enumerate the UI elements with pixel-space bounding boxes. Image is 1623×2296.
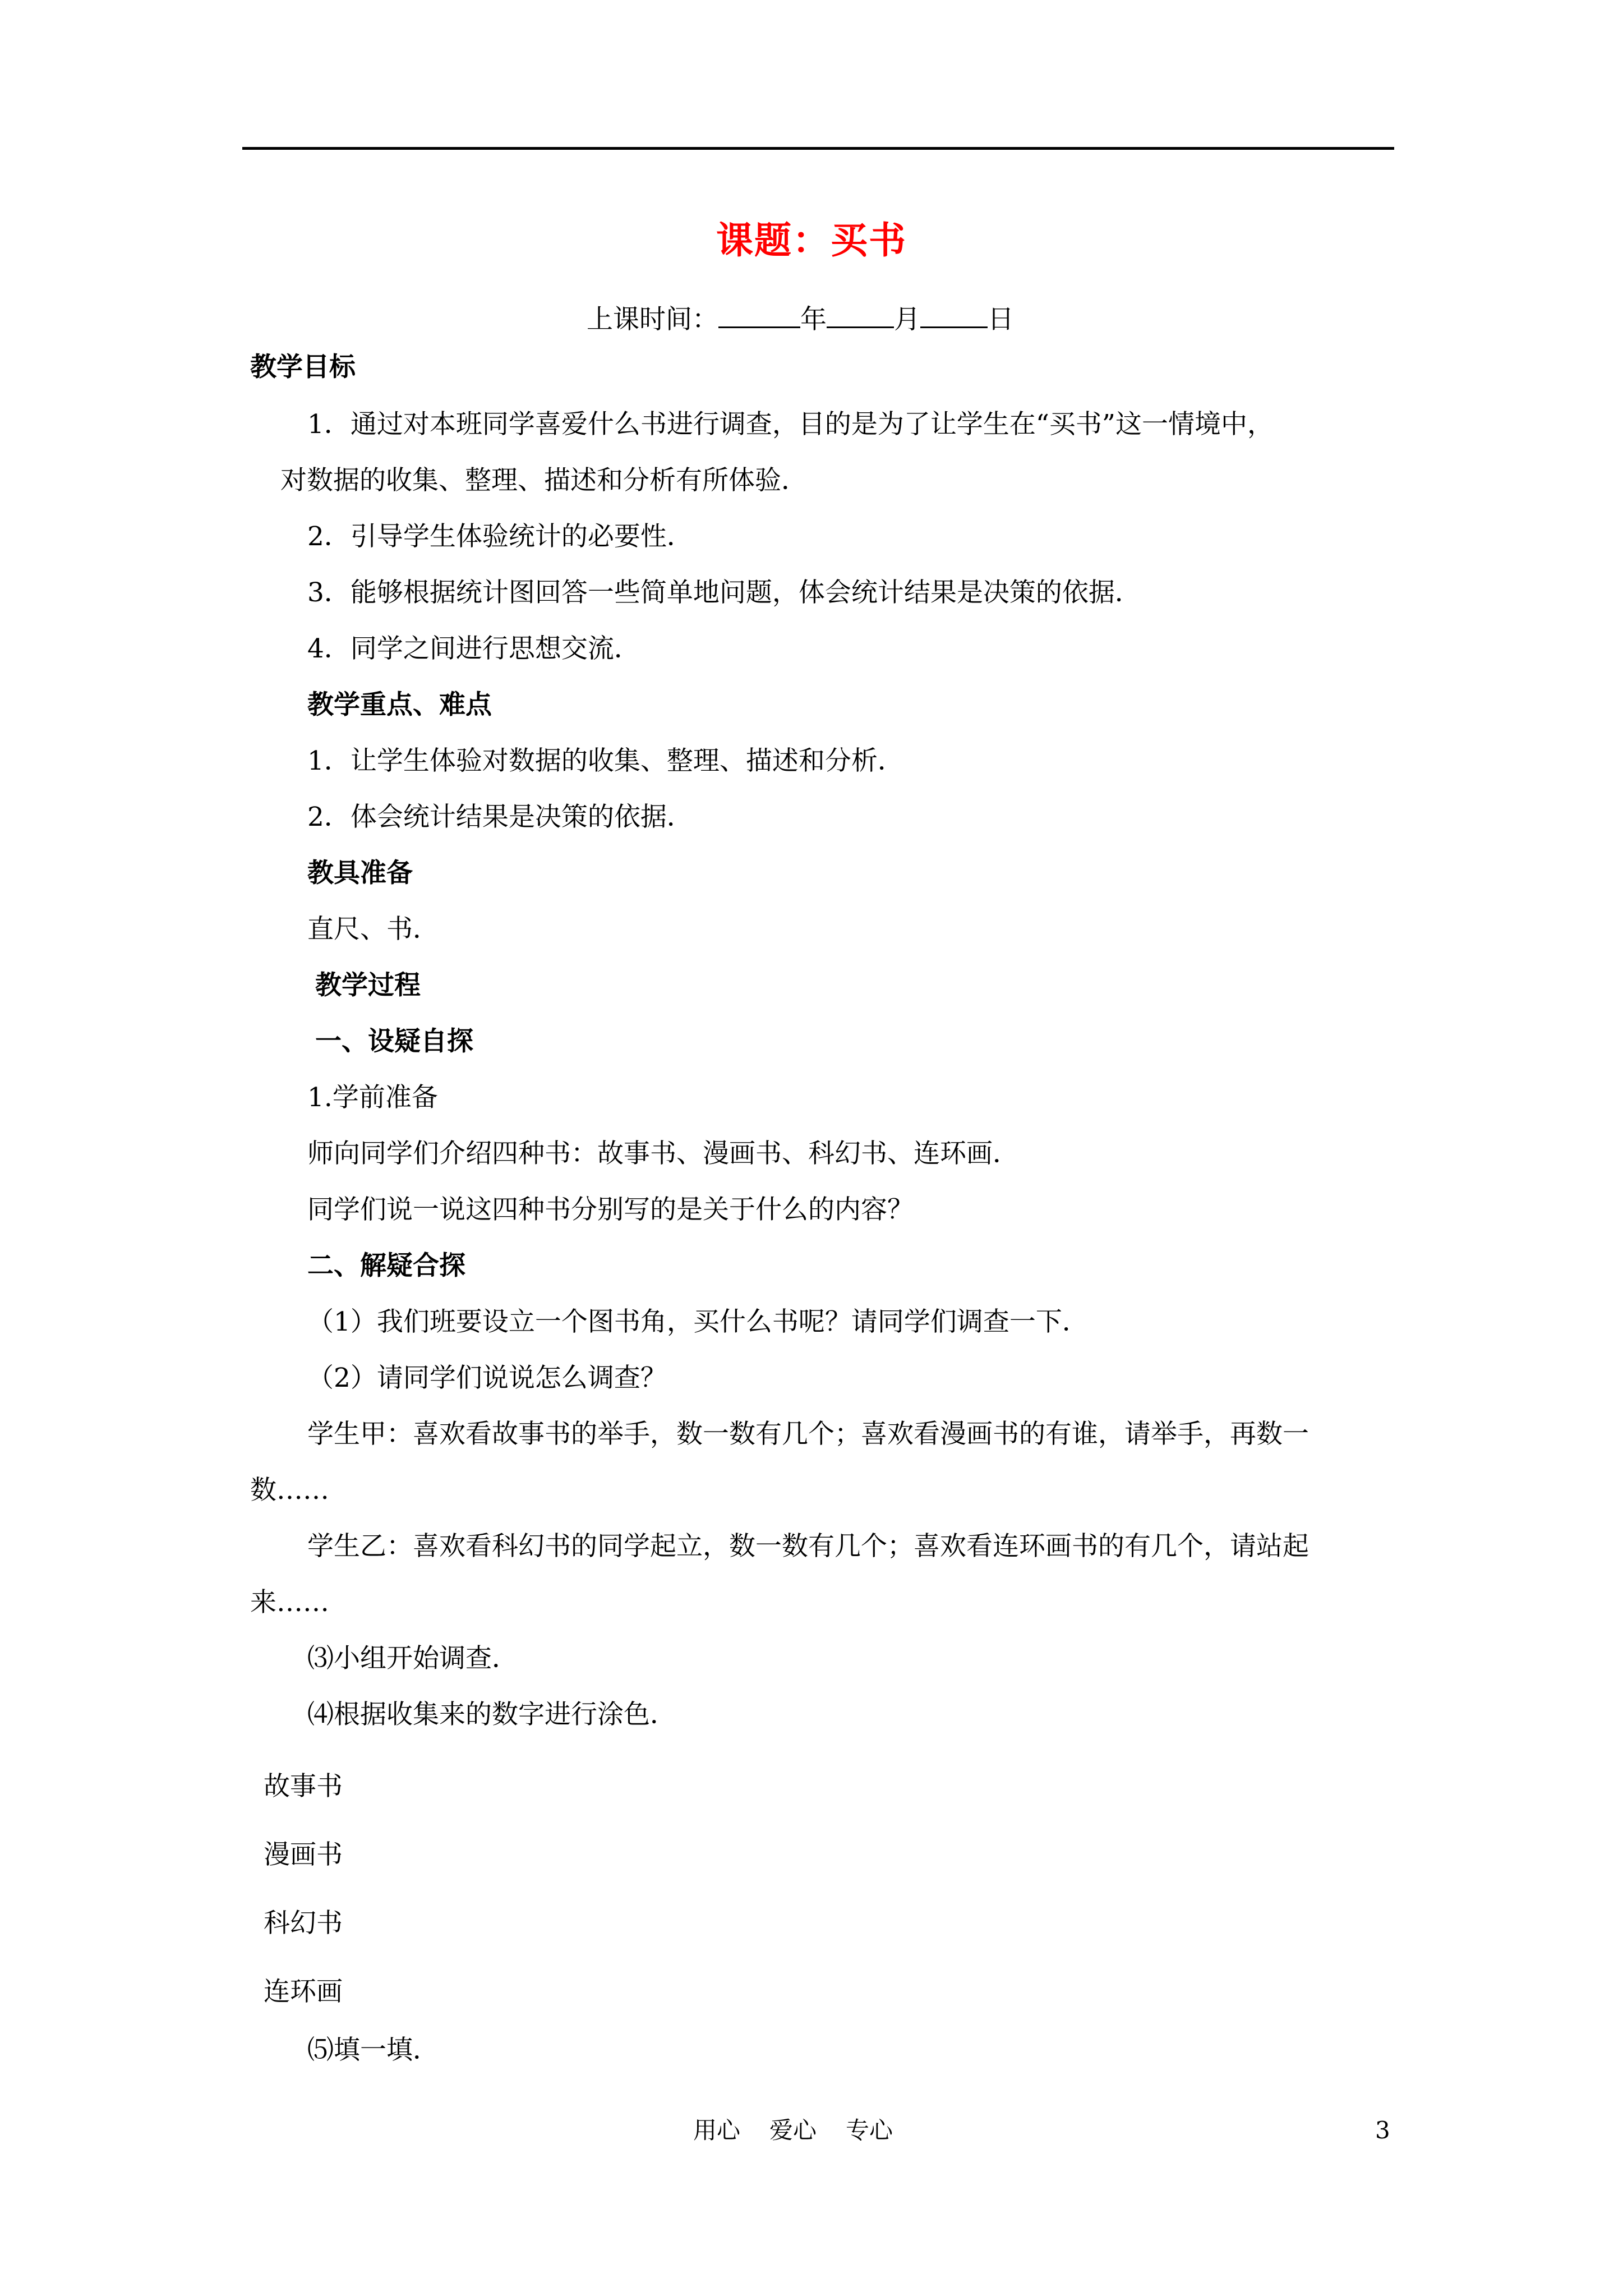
part2-line-6: 来…… [250, 1587, 329, 1618]
class-time [587, 297, 1014, 339]
key-point-1: 1．让学生体验对数据的收集、整理、描述和分析． [307, 746, 904, 776]
part2-line-8: ⑷根据收集来的数字进行涂色． [307, 1699, 676, 1730]
title-main: 买书 [831, 218, 907, 262]
objectives-heading: 教学目标 [250, 352, 356, 383]
part2-line-1: （1）我们班要设立一个图书角，买什么书呢？请同学们调查一下． [307, 1306, 1089, 1337]
month-blank [827, 297, 894, 328]
objective-3: 3．能够根据统计图回答一些简单地问题，体会统计结果是决策的依据． [307, 577, 1141, 608]
part2-heading: 二、解疑合探 [307, 1250, 465, 1281]
footer-motto [693, 2114, 922, 2147]
objective-1: 1．通过对本班同学喜爱什么书进行调查，目的是为了让学生在“买书”这一情境中， [307, 409, 1274, 440]
year-label: 年 [800, 304, 827, 335]
book-type-scifi: 科幻书 [264, 1908, 343, 1939]
page-title [0, 212, 1623, 268]
objective-4: 4．同学之间进行思想交流． [307, 633, 640, 664]
part2-line-7: ⑶小组开始调查． [307, 1643, 518, 1674]
key-points-heading: 教学重点、难点 [307, 689, 492, 720]
title-prefix: 课题： [716, 218, 831, 262]
part1-line-3: 同学们说一说这四种书分别写的是关于什么的内容？ [307, 1194, 914, 1225]
process-heading: 教学过程 [315, 970, 421, 1001]
tools-heading: 教具准备 [307, 858, 413, 889]
day-label: 日 [988, 304, 1014, 335]
class-time-label: 上课时间： [587, 304, 718, 335]
month-label: 月 [894, 304, 920, 335]
objective-2: 2．引导学生体验统计的必要性． [307, 521, 693, 552]
part1-line-1: 1.学前准备 [307, 1082, 438, 1113]
day-blank [920, 297, 988, 328]
objective-1-cont: 对数据的收集、整理、描述和分析有所体验． [280, 465, 808, 496]
part2-line-2: （2）请同学们说说怎么调查？ [307, 1363, 667, 1393]
book-type-story: 故事书 [264, 1771, 343, 1802]
footer-item: 用心 [693, 2116, 741, 2144]
part1-line-2: 师向同学们介绍四种书：故事书、漫画书、科幻书、连环画． [307, 1138, 1019, 1169]
part2-line-3: 学生甲：喜欢看故事书的举手，数一数有几个；喜欢看漫画书的有谁，请举手，再数一 [307, 1419, 1309, 1450]
year-blank [718, 297, 800, 328]
page-number: 3 [1375, 2116, 1390, 2144]
part1-heading: 一、设疑自探 [315, 1026, 473, 1057]
part2-line-5: 学生乙：喜欢看科幻书的同学起立，数一数有几个；喜欢看连环画书的有几个，请站起 [307, 1531, 1309, 1562]
part2-line-4: 数…… [250, 1475, 329, 1506]
footer-item: 爱心 [769, 2116, 817, 2144]
key-point-2: 2．体会统计结果是决策的依据． [307, 802, 693, 832]
footer-item: 专心 [846, 2116, 893, 2144]
header-rule [242, 147, 1394, 150]
fill-in-prompt: ⑸填一填． [307, 2035, 439, 2065]
book-type-picture-story: 连环画 [264, 1976, 343, 2007]
book-type-comic: 漫画书 [264, 1839, 343, 1870]
tools-text: 直尺、书． [307, 914, 439, 945]
